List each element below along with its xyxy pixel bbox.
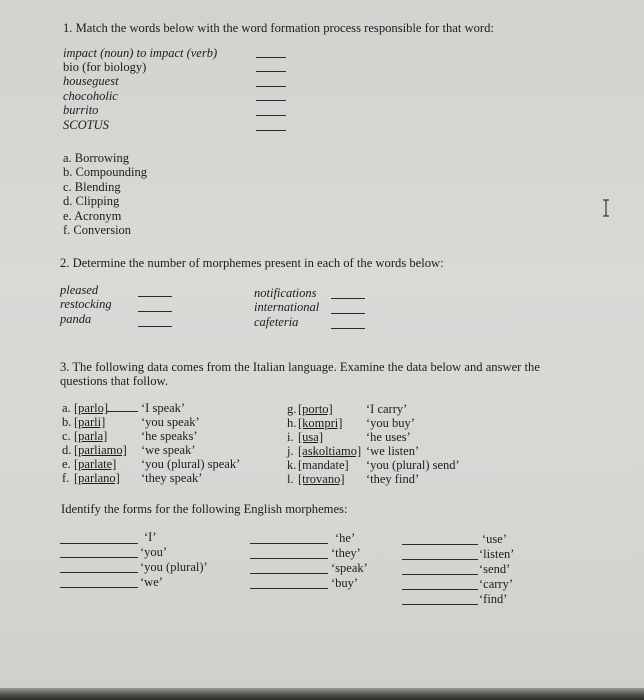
english-gloss: ‘you (plural) send’ [366, 458, 460, 472]
english-gloss: ‘he uses’ [366, 430, 411, 444]
data-label: b. [62, 415, 72, 429]
q2-word: restocking [60, 297, 112, 311]
answer-blank[interactable] [402, 589, 478, 590]
english-morpheme: ‘you’ [140, 545, 168, 559]
italian-form: [trovano] [298, 472, 345, 486]
english-morpheme: ‘find’ [479, 592, 508, 606]
data-label: d. [62, 443, 72, 457]
q1-word: impact (noun) to impact (verb) [63, 46, 218, 60]
english-gloss: ‘you buy’ [366, 416, 415, 430]
answer-blank[interactable] [138, 326, 172, 327]
answer-blank[interactable] [256, 130, 286, 131]
answer-blank[interactable] [402, 574, 478, 575]
answer-blank[interactable] [250, 543, 328, 544]
answer-blank[interactable] [250, 588, 328, 589]
data-label: i. [287, 430, 294, 444]
answer-blank[interactable] [250, 573, 328, 574]
italian-form: [askoltiamo] [298, 444, 362, 458]
q1-word: bio (for biology) [63, 60, 147, 74]
english-morpheme: ‘he’ [335, 531, 356, 545]
q2-word: notifications [254, 286, 317, 300]
q1-option: f. Conversion [63, 223, 132, 237]
answer-blank[interactable] [256, 100, 286, 101]
english-morpheme: ‘carry’ [479, 577, 513, 591]
data-label: c. [62, 429, 71, 443]
q1-option: d. Clipping [63, 194, 120, 208]
q1-option: a. Borrowing [63, 151, 129, 165]
data-label: j. [287, 444, 294, 458]
answer-blank[interactable] [331, 328, 365, 329]
q1-word: houseguest [63, 74, 119, 88]
english-gloss: ‘I speak’ [141, 401, 186, 415]
english-gloss: ‘we listen’ [366, 444, 420, 458]
data-label: e. [62, 457, 71, 471]
english-morpheme: ‘listen’ [479, 547, 515, 561]
italian-form: [parlano] [74, 471, 120, 485]
english-morpheme: ‘buy’ [331, 576, 359, 590]
answer-blank[interactable] [256, 115, 286, 116]
q1-option: c. Blending [63, 180, 121, 194]
answer-blank[interactable] [60, 572, 138, 573]
data-label: l. [287, 472, 294, 486]
english-gloss: ‘he speaks’ [141, 429, 198, 443]
q1-word: chocoholic [63, 89, 118, 103]
italian-form: [usa] [298, 430, 323, 444]
data-label: a. [62, 401, 71, 415]
english-morpheme: ‘send’ [479, 562, 511, 576]
identify-instruction: Identify the forms for the following English morphemes: [61, 502, 348, 516]
q2-word: cafeteria [254, 315, 299, 329]
answer-blank[interactable] [60, 557, 138, 558]
answer-blank[interactable] [256, 71, 286, 72]
italian-form: [parli] [74, 415, 106, 429]
data-label: f. [62, 471, 70, 485]
italian-form: [parla] [74, 429, 108, 443]
english-morpheme: ‘you (plural)’ [140, 560, 208, 574]
answer-blank[interactable] [250, 558, 328, 559]
answer-blank[interactable] [331, 298, 365, 299]
data-label: k. [287, 458, 297, 472]
q1-option: e. Acronym [63, 209, 122, 223]
data-label: g. [287, 402, 297, 416]
english-morpheme: ‘use’ [482, 532, 507, 546]
english-morpheme: ‘I’ [144, 530, 157, 544]
italian-form: [parliamo] [74, 443, 127, 457]
text-cursor-icon [600, 198, 612, 218]
answer-blank[interactable] [402, 559, 478, 560]
q1-option: b. Compounding [63, 165, 148, 179]
q1-title: 1. Match the words below with the word formation process responsible for that word: [63, 21, 494, 35]
q1-word: SCOTUS [63, 118, 109, 132]
italian-form: [kompri] [298, 416, 343, 430]
italian-form: [mandate] [298, 458, 349, 472]
data-label: h. [287, 416, 297, 430]
q2-word: panda [60, 312, 92, 326]
q2-word: pleased [60, 283, 99, 297]
english-gloss: ‘you (plural) speak’ [141, 457, 241, 471]
english-morpheme: ‘they’ [331, 546, 361, 560]
answer-blank[interactable] [402, 544, 478, 545]
answer-blank[interactable] [138, 296, 172, 297]
english-gloss: ‘you speak’ [141, 415, 200, 429]
q2-title: 2. Determine the number of morphemes present in each of the words below: [60, 256, 444, 270]
english-gloss: ‘they speak’ [141, 471, 203, 485]
q3-title-cont: questions that follow. [60, 374, 168, 388]
italian-form: [parlo] [74, 401, 109, 415]
english-morpheme: ‘speak’ [331, 561, 368, 575]
english-gloss: ‘we speak’ [141, 443, 196, 457]
q3-title: 3. The following data comes from the Italian language. Examine the data below and answer the [60, 360, 540, 374]
answer-blank[interactable] [138, 311, 172, 312]
answer-blank[interactable] [106, 411, 138, 412]
q1-word: burrito [63, 103, 99, 117]
answer-blank[interactable] [60, 543, 138, 544]
q2-word: international [254, 300, 320, 314]
answer-blank[interactable] [256, 57, 286, 58]
english-gloss: ‘they find’ [366, 472, 420, 486]
english-gloss: ‘I carry’ [366, 402, 408, 416]
desk-background [0, 688, 644, 700]
answer-blank[interactable] [331, 313, 365, 314]
english-morpheme: ‘we’ [140, 575, 163, 589]
italian-form: [parlate] [74, 457, 117, 471]
answer-blank[interactable] [60, 587, 138, 588]
answer-blank[interactable] [402, 604, 478, 605]
italian-form: [porto] [298, 402, 333, 416]
answer-blank[interactable] [256, 86, 286, 87]
